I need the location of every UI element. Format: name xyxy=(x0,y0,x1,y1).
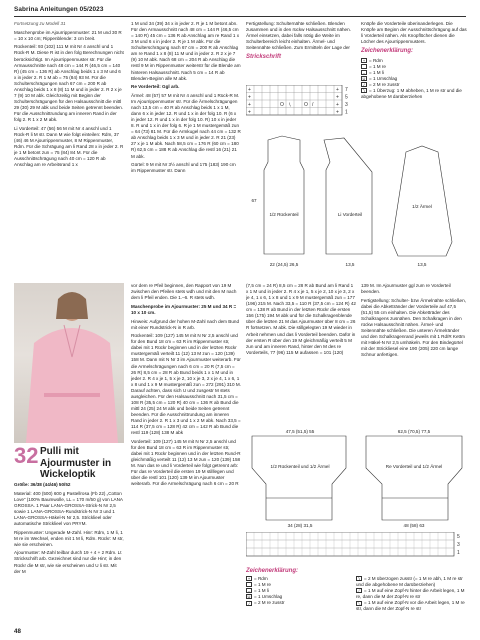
pattern-number: 32 xyxy=(14,443,39,468)
legend-item: ∖ = 1 Überzug: 1 M abheben, 1 M re str und die abgehobene M darüberziehen xyxy=(361,88,462,100)
k2tog-icon: / xyxy=(246,601,252,606)
svg-text:+: + xyxy=(248,109,251,116)
schematic-label-back-sleeve: 1/2 Rückenteil und 1/2 Ärmel xyxy=(270,464,330,469)
legend-item: / = 2 M re zusstr xyxy=(246,600,316,606)
legend-item: / = 2 M re zusstr xyxy=(361,82,467,88)
schematic-label-front: Li Vorderteil xyxy=(337,212,363,217)
svg-text:3: 3 xyxy=(457,542,460,548)
page-number: 48 xyxy=(14,628,21,635)
finishing-paragraph-32: Fertigstellung: Schulter- bzw Ärmelnähte schließen, dabei die Abkettränder der Vorderteile auf 47,5 (51,5) 55 cm einhalten. Die Abketträder des Schalkragens zusnähen. Den Schalkragen in den rückw Halsausschnitt nähen. Ärmel- und Seitennähte schließen. Die unteren Ärmelränder und den Schalkragenrand jeweils mit 1 Rd/R Kettm mit Häkel-N Nr 2,5 umhäkeln. Für den Bindegürtel mit der Strickliesel eine 190 (205) 220 cm lange Schnur anfertigen. xyxy=(361,297,466,358)
armhole-paragraph: 1 M und 34 (39) 34 x in jeder 2. R je 1 M betont abn. Für den Armausschnitt nach 48 cm = 144 R (46,5 cm = 140 R) 45 cm = 136 R ab Anschlag am re Rand 1 x 3 M und 6 x in jeder 2. R je 1 M abk. Für die Schulterschrägung nach 67 cm = 200 R ab Anschlag am re Rand 1 x 8 (8) 11 M und in jeder 2. R 2 x je 7 (9) 10 M abk. Nach 68 cm = 204 R ab Anschlag die restl 9 M im Rippenmuster weiterstr für die Blende am hinteren Halsausschnitt. Nach 5 cm = 14 R ab Blenden-Beginn alle M abk. xyxy=(131,21,241,81)
schematic-dim: 62,5 (70,5) 77,5 xyxy=(397,429,431,434)
svg-text:1: 1 xyxy=(345,109,348,116)
buttons-paragraph: Knöpfe die Vorderteile überinanderlegen. Die Knöpfe am Beginn der Ausschnittschrägung auf das li Vorderteil nähen. Als Knopflöcher dienen die Löcher des Ajourrippenmusters. xyxy=(361,21,467,45)
pattern-title xyxy=(14,445,124,479)
legend-item: ⟋ = 1 M auf eine Zopf-N hinter die Arbeit legen, 1 M re, dann die M der Zopf-N re str xyxy=(356,588,465,600)
repeat-paragraph: vor dem re Pfeil beginnen, den Rapport von 19 M zwischen den Pfeilen stets wdh und mit den M nach dem li Pfeil enden. Die 1.–6. R stets wdh. xyxy=(131,283,237,301)
svg-text:O: O xyxy=(280,102,284,108)
cable-front-icon: ⟍ xyxy=(357,600,361,606)
legend-item: U = 1 Umschlag xyxy=(247,594,283,600)
lace-paragraph: Ajourmuster: M-Zahl teilbar durch 19 + 4 + 2 Rdm. Lt Strickschrift arb. Gezeichnet sind nur die Hinr; in den Rückr die M str, wie sie erscheinen und U li str. Mit der M xyxy=(14,550,122,574)
svg-text:+: + xyxy=(336,109,339,116)
legend-item: = 1 M re xyxy=(246,582,316,588)
column-1 xyxy=(14,21,124,277)
legend-item: U = 1 Umschlag xyxy=(362,75,398,82)
stitch-chart-1 xyxy=(246,85,354,117)
svg-text:1: 1 xyxy=(457,550,460,556)
svg-text:∖: ∖ xyxy=(288,102,292,108)
pattern-name: Pulli mit Ajourmuster in Wickeloptik xyxy=(40,446,112,480)
back-paragraph-32: Rückenteil: 109 (127) 145 M mit N Nr 2,5 anschl und für den Bund 18 cm = 63 R im Rippenmuster str, dabei mit 1 Rückr beginnen und in der letzten Rückr mustergemäß verteilt 11 (12) 13 M zun = 120 (139) 158 M. Dann mit N Nr 3 im Ajourmuster weiterarb. Für die Armelschrägungen nach 6 cm = 20 R (7,5 cm = 26 R) 8,5 cm = 28 R ab Bund beids 1 x 1 M und in jeder 2. R 4 x je 1, 5 x je 2, 10 x je 3, 2 x je 4, 1 x 6, 1 x 8 und 1 x 9 M mustergemäß zun = 272 (291) 310 M. Darauf achten, dass sich U und zusgestr M stets ausgleichen. Für den Halsausschnitt nach 31,5 cm = 108 R (35,5 cm = 120 R) 40 cm = 136 R ab Bund die mittl 24 (25) 24 M abk und beide Seiten getrennt beenden. Für die Ausschnittrundung am inneren Rand in jeder 2. R 1 x 3 und 1 x 2 M abk. Nach 33,5 = 114 R (37,5 cm = 128 R) 42 cm = 142 R ab Bund die restl 119 (128) 138 M abk xyxy=(131,333,241,436)
svg-text:+: + xyxy=(336,94,339,101)
legend-title: Zeichenerklärung: xyxy=(361,47,414,54)
k2tog-icon: / xyxy=(361,82,367,87)
knit-icon xyxy=(361,64,367,69)
svg-text:+: + xyxy=(336,87,339,93)
edge-stitch-icon: + xyxy=(247,576,251,582)
hint-paragraph: Hinweis: Aufgrund der hohen M-Zahl nach dem Bund mit einer Rundstrick-N in R arb. xyxy=(131,318,240,330)
column-6 xyxy=(131,283,241,624)
model-photo xyxy=(14,283,124,443)
schematic-model-32 xyxy=(246,428,468,528)
legend-item: – = 1 M li xyxy=(362,69,384,76)
stitch-chart-2 xyxy=(246,532,468,558)
purl-icon: – xyxy=(247,588,251,594)
svg-text:+: + xyxy=(248,87,251,93)
header-title: Sabrina Anleitungen 05/2023 xyxy=(14,6,104,13)
knit-icon xyxy=(246,582,252,587)
column-7 xyxy=(246,283,356,425)
schematic-dim: 67 xyxy=(251,198,257,203)
edge-stitch-icon: + xyxy=(362,58,366,64)
legend-item: – = 1 M li xyxy=(247,588,269,594)
column-5 xyxy=(14,482,124,624)
page-header xyxy=(14,6,466,17)
gauge-paragraph: Maschenprobe im Ajourrippenmuster: 21 M und 30 R = 10 x 10 cm; Rippenblende: 3 cm breit. xyxy=(14,29,122,41)
svg-text:5: 5 xyxy=(457,534,460,540)
schematic-dim: 13,5 xyxy=(345,262,355,267)
legend-2 xyxy=(246,566,467,626)
sleeve-paragraph: Ärmel: 48 (57) 57 M mit Nr 4 anschl und 1 Rück-R M. Im Ajourrippenmuster str. Für die Ärmelschrägungen nach 13,5 cm = 40 R ab Anschlag beids 1 x 1 M, dann 6 x in jeder 12. R und 1 x in der folg 10. R (6 x in jeder 12. R und 1 x in der folg 10. R) 10 x in jeder 8. R und 1 x in der folg 6. R je 1 M mustergemäß zun = 64 (73) 81 M. Für die Armkugel nach 44 cm = 132 R ab Anschlag beids 1 x 3 M und in jeder 2. R 21 (23) 27 x je 1 M abk. Nach 58,5 cm = 176 R (60 cm = 180 R) 62,5 cm = 188 R ab Anschlag die restl 16 (21) 21 M abk. xyxy=(131,92,241,159)
legend-item: + = Rdm xyxy=(247,576,268,582)
column-4 xyxy=(361,21,467,131)
skpo-icon: ∖ xyxy=(357,576,361,582)
column-8 xyxy=(361,283,467,425)
material-paragraph: Material: 400 (500) 600 g Pastellrosa (Fb 22) „Cotton Love“ (100% Baumwolle, LL = 170 m/50 g) von LANA GROSSA. 1 Paar LANA-GROSSA-Strick-N Nr 2,5 sowie 1 LANA-GROSSA-Rundstrick-N Nr 3 und 1 LANA-GROSSA-Häkel-N Nr 2,5. Stricklieel oder automatische Stricklieel von PRYM. xyxy=(14,490,123,526)
yarn-over-icon: U xyxy=(247,594,251,600)
stitch-chart-title: Strickschrift xyxy=(246,53,282,60)
schematic-dim: 34 (28) 31,5 xyxy=(287,523,313,528)
svg-text:+: + xyxy=(336,102,339,108)
svg-text:+: + xyxy=(248,94,251,101)
schematic-label-front-sleeve: Re Vorderteil und 1/2 Ärmel xyxy=(385,464,443,469)
back-paragraph: Rückenteil: 93 (102) 111 M mit Nr 4 anschl und 1 Rück-R M. Diese R ist in den folg Berechnungen nicht berücksichtigt. Im Ajourrippenmuster str. Für die Armausschnitte nach 48 cm = 144 R (46,5 cm = 140 R) (45 cm = 136 R) ab Anschlag beids 1 x 3 M und 6 x in jeder 2. R 1 M ab = 75 (84) 93 M. Für die Schulterschrägungen nach 67 cm = 200 R ab Anschlag beids 1 x 8 (8) 11 M und in jeder 2. R 2 x je 7 (9) 10 M abk. Gleichzeitig mit Beginn der Schulterschrägungen für den Halsausschnitt die mittl 29 (30) 29 M abk und beide Seiten getrennt beenden. Für die Ausschnittrundung am inneren Rand in der folg 2. R 1 x 2 M abk. xyxy=(14,44,124,123)
svg-text:3: 3 xyxy=(345,102,348,108)
column-2 xyxy=(131,21,241,277)
right-front-paragraph: Re Vorderteil: Ggl arb. xyxy=(131,84,180,90)
yarn-over-icon: U xyxy=(362,76,366,82)
schematic-dim: 47,5 (51,5) 55 xyxy=(285,429,315,434)
left-front-paragraph: Li Vorderteil: 47 (56) 56 M mit Nr 4 anschl und 1 Rück-R li M str. Dann M wie folgt einteilen: Rdm, 37 (46) 46 M Ajourrippenmuster, 8 M Rippenmuster, Rdm. Für die Schrägung am li Rand 28 x in jeder 2. R je 1 M betont zun = 75 (84) 84 M. Für die Ausschnittschrägung nach 40 cm = 120 R ab Anschlag am re Arbeitsrand 1 x xyxy=(14,125,124,168)
svg-text:7: 7 xyxy=(345,87,348,93)
svg-text:+: + xyxy=(248,102,251,108)
legend-2-title: Zeichenerklärung: xyxy=(246,568,299,574)
legend-item: ∖ = 2 M überzogen zusstr (= 1 M re abh, 1 M re str und die abgehobene M darüberziehen) xyxy=(356,576,463,588)
svg-text:/: / xyxy=(312,102,314,108)
front-cont-paragraph: (7,5 cm = 24 R) 8,5 cm = 28 R ab Bund am li Rand 1 x 1 M und in jeder 2. R 4 x je 1, 5 x je 2, 10 x je 3, 2 x je 4, 1 x 6, 1 x 8 und 1 x 9 M mustergemäß zun = 177 (196) 215 M. Nach 33,5 = 110 R (37,5 cm = 124 R) 42 cm = 138 R ab Bund in der letzten Rückr die ersten 156 (175) 194 M abk und für die Schalkragenblende über die letzten 21 M das Ajourmuster über 8 cm = 26 R fortsetzen. M abk. Die stillgelegten 19 M wieder in Arbeit nehmen und das li Vorderteil beenden. Dafür in der ersten R über den 19 M gleichmäßig verteilt 5 M zun und am inneren Rand, hinter den M des re Vorderteils, 77 (96) 115 M aufassen = 101 (120) xyxy=(246,283,356,355)
front-paragraph-32: Vorderteil: 109 (127) 145 M mit N Nr 2,5 anschl und für den Bund 18 cm = 63 R im Rippenmuster str, dabei mit 1 Rückr beginnen und in der letzten Rund-R gleichmäßig verteilt 11 (12) 13 M zun = 120 (139) 158 M. Nun das re und li Vorderteil wie folgt getrennt arb: Für das re Vorderteil die ersten 19 M stilllegen und über die restl 101 (120) 139 M im Ajourmuster weiterarb. Für die Armelschrägung nach 6 cm = 20 R xyxy=(131,438,241,487)
schematic-label-sleeve: 1/2 Ärmel xyxy=(412,204,432,209)
cable-back-icon: ⟋ xyxy=(357,588,361,594)
belt-paragraph: Gürtel: 9 M mit Nr 3½ anschl und 175 (183) 190 cm im Rippenmuster str. Dann xyxy=(131,162,236,174)
rib-paragraph: Rippenmuster: Ungerade M-Zahl. Hinr: Rdm, 1 M li, 1 M re im Wechsel, enden mit 1 M li, Rdm. Rückr: M str, wie sie erscheinen. xyxy=(14,529,124,547)
schematic-model-31 xyxy=(246,132,468,274)
schematic-dim: 13,5 xyxy=(417,262,427,267)
continuation-label: Fortsetzung zu Modell 31 xyxy=(14,21,66,26)
finishing-paragraph: Fertigstellung: Schulternähte schließen. Blenden zusammen und in den rückw Halsausschnitt nähen. Ärmel einsetzen, dabei falls nötig die Weite im Schulterbereich leicht einhalten. Ärmel- und Seitennähte schließen. Zum Ermitteln der Lage der xyxy=(246,21,351,51)
legend-item: + = Rdm xyxy=(362,57,383,64)
schematic-dim: 48 (58) 63 xyxy=(403,523,425,528)
column-3 xyxy=(246,21,356,87)
skpo-icon: ∖ xyxy=(362,88,366,94)
legend-item: = 1 M re xyxy=(361,64,467,70)
svg-text:5: 5 xyxy=(345,94,348,101)
size-paragraph: Größe: 36/38 (44/46) 50/52 xyxy=(14,482,71,487)
legend-item: ⟍ = 1 M auf eine Zopf-N vor die Arbeit legen, 1 M re str, dann die M der Zopf-N re str xyxy=(356,600,465,612)
purl-icon: – xyxy=(362,70,366,76)
schematic-label-back: 1/2 Rückenteil xyxy=(269,212,299,217)
front-end-paragraph: 139 M. Im Ajourmuster ggl zum re Vorderteil beenden. xyxy=(361,283,451,295)
svg-text:O: O xyxy=(304,102,308,108)
gauge-paragraph-32: Maschenprobe im Ajourmuster: 25 M und 34 R = 10 x 10 cm. xyxy=(131,303,237,315)
schematic-dim: 22 (24,5) 26,5 xyxy=(269,262,299,267)
